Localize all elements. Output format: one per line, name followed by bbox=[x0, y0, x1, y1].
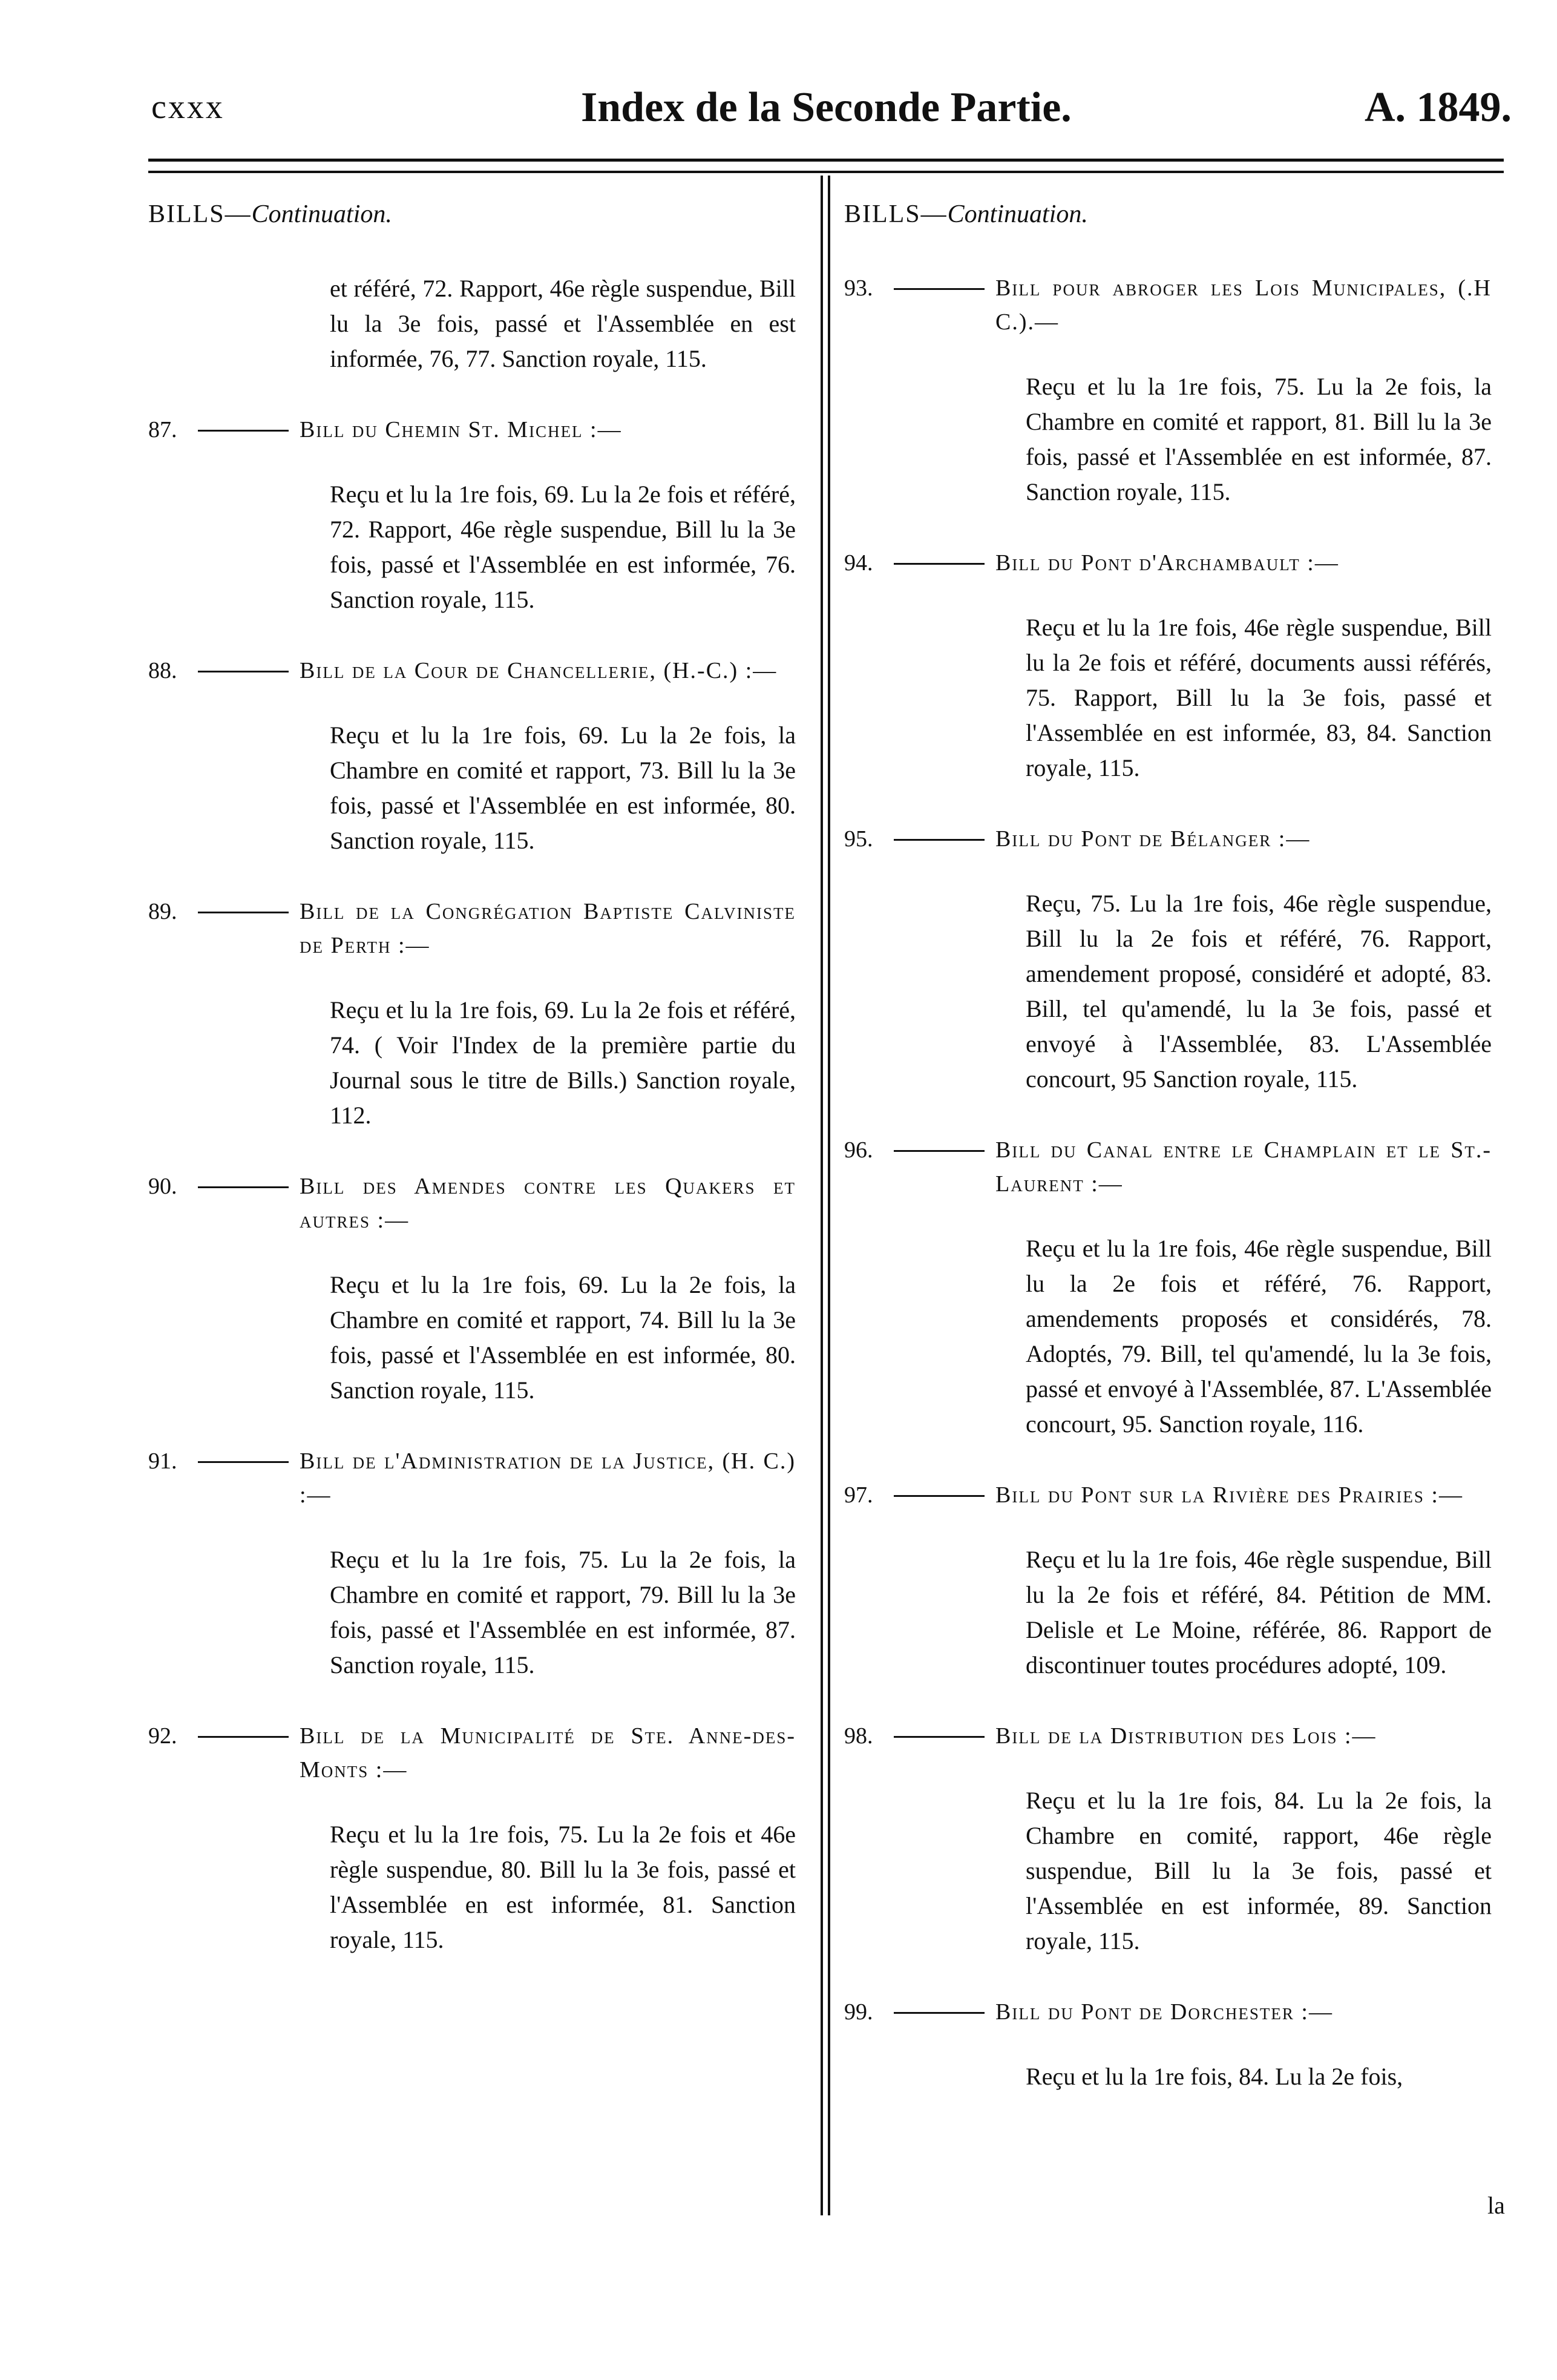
entry-body: Reçu et lu la 1re fois, 46e règle suspendue, Bill lu la 2e fois et référé, 84. Pétition de MM. Delisle et Le Moine, référée, 86. Rapport de discontinuer toutes procédures adopté, 109. bbox=[1026, 1546, 1492, 1678]
right-column bbox=[844, 200, 1498, 2131]
entry-body: Reçu et lu la 1re fois, 46e règle suspendue, Bill lu la 2e fois et référé, documents aussi référés, 75. Rapport, Bill lu la 3e fois, passé et l'Assemblée en est informée, 83, 84. Sanction royale, 115. bbox=[1026, 614, 1492, 781]
index-entry bbox=[844, 546, 1498, 786]
entry-number: 92. bbox=[148, 1723, 177, 1749]
entry-heading bbox=[148, 895, 802, 962]
entry-number: 98. bbox=[844, 1723, 873, 1749]
index-entry bbox=[844, 1133, 1498, 1442]
entry-heading bbox=[148, 413, 802, 447]
page-number: cxxx bbox=[151, 88, 225, 126]
entry-body: Reçu et lu la 1re fois, 46e règle suspendue, Bill lu la 2e fois et référé, 76. Rapport, amendements proposés et considérés, 78. Adoptés, 79. Bill, tel qu'amendé, lu la 3e fois, passé et envoyé à l'Assemblée, 87. L'Assemblée concourt, 95. Sanction royale, 116. bbox=[1026, 1235, 1492, 1438]
index-entry bbox=[844, 822, 1498, 1097]
continuation-italic: Continuation. bbox=[251, 200, 392, 228]
entry-title: Bill du Chemin St. Michel :— bbox=[300, 417, 622, 442]
entry-dash bbox=[894, 1495, 985, 1497]
header-rule bbox=[148, 171, 1504, 173]
entry-body: Reçu et lu la 1re fois, 69. Lu la 2e fois et référé, 74. ( Voir l'Index de la première partie du Journal sous le titre de Bills.) Sanction royale, 112. bbox=[330, 996, 796, 1129]
entry-dash bbox=[894, 1736, 985, 1738]
entry-dash bbox=[198, 1186, 289, 1188]
entry-heading bbox=[148, 1719, 802, 1787]
index-entry bbox=[148, 1444, 802, 1683]
entry-number: 88. bbox=[148, 658, 177, 683]
entry-dash bbox=[198, 671, 289, 672]
entry-number: 91. bbox=[148, 1448, 177, 1474]
entry-heading bbox=[844, 271, 1498, 339]
entry-heading bbox=[148, 1169, 802, 1237]
entry-number: 90. bbox=[148, 1174, 177, 1199]
entry-title: Bill de l'Administration de la Justice, (H. C.) :— bbox=[300, 1448, 796, 1508]
entry-title: Bill des Amendes contre les Quakers et autres :— bbox=[300, 1174, 796, 1233]
entry-heading bbox=[844, 1719, 1498, 1753]
catchword: la bbox=[1487, 2192, 1505, 2219]
entry-body: Reçu et lu la 1re fois, 69. Lu la 2e fois, la Chambre en comité et rapport, 73. Bill lu la 3e fois, passé et l'Assemblée en est informée, 80. Sanction royale, 115. bbox=[330, 722, 796, 854]
entry-heading bbox=[844, 546, 1498, 580]
entry-title: Bill du Pont sur la Rivière des Prairies :— bbox=[995, 1482, 1463, 1508]
entry-number: 94. bbox=[844, 550, 873, 576]
entry-dash bbox=[198, 912, 289, 913]
continuation-heading bbox=[844, 200, 1498, 229]
session-year: A. 1849. bbox=[1365, 84, 1512, 131]
index-entry bbox=[844, 1478, 1498, 1683]
continuation-heading bbox=[148, 200, 802, 229]
entry-body: Reçu et lu la 1re fois, 75. Lu la 2e fois, la Chambre en comité et rapport, 79. Bill lu la 3e fois, passé et l'Assemblée en est informée, 87. Sanction royale, 115. bbox=[330, 1546, 796, 1678]
index-entry bbox=[148, 654, 802, 858]
entry-title: Bill du Canal entre le Champlain et le St.-Laurent :— bbox=[995, 1137, 1492, 1197]
entry-title: Bill de la Distribution des Lois :— bbox=[995, 1723, 1377, 1749]
entry-body: Reçu et lu la 1re fois, 69. Lu la 2e fois et référé, 72. Rapport, 46e règle suspendue, Bill lu la 3e fois, passé et l'Assemblée en est informée, 76. Sanction royale, 115. bbox=[330, 481, 796, 613]
entry-heading bbox=[844, 1478, 1498, 1512]
entry-heading bbox=[148, 1444, 802, 1512]
entry-title: Bill pour abroger les Lois Municipales, (.H C.).— bbox=[995, 275, 1492, 335]
entry-dash bbox=[894, 1150, 985, 1152]
entry-number: 87. bbox=[148, 417, 177, 442]
entry-dash bbox=[894, 288, 985, 290]
entry-number: 89. bbox=[148, 899, 177, 924]
entry-dash bbox=[894, 563, 985, 565]
entry-number: 97. bbox=[844, 1482, 873, 1508]
entry-body: Reçu et lu la 1re fois, 75. Lu la 2e fois et 46e règle suspendue, 80. Bill lu la 3e fois, passé et l'Assemblée en est informée, 81. Sanction royale, 115. bbox=[330, 1821, 796, 1953]
index-entry bbox=[148, 1169, 802, 1408]
index-entry bbox=[148, 1719, 802, 1958]
entry-body: Reçu et lu la 1re fois, 84. Lu la 2e fois, la Chambre en comité, rapport, 46e règle suspendue, Bill lu la 3e fois, passé et l'Assemblée en est informée, 89. Sanction royale, 115. bbox=[1026, 1787, 1492, 1954]
index-entry bbox=[148, 413, 802, 617]
column-divider bbox=[821, 176, 823, 2215]
entry-heading bbox=[844, 822, 1498, 856]
entry-heading bbox=[844, 1995, 1498, 2029]
index-entry bbox=[844, 1719, 1498, 1959]
entry-title: Bill de la Congrégation Baptiste Calviniste de Perth :— bbox=[300, 899, 796, 958]
entry-body: Reçu et lu la 1re fois, 84. Lu la 2e fois, bbox=[1026, 2063, 1403, 2090]
header-rule bbox=[148, 159, 1504, 162]
entry-title: Bill de la Cour de Chancellerie, (H.-C.) :— bbox=[300, 658, 778, 683]
entry-title: Bill du Pont d'Archambault :— bbox=[995, 550, 1339, 576]
entry-number: 96. bbox=[844, 1137, 873, 1163]
entry-title: Bill du Pont de Dorchester :— bbox=[995, 1999, 1333, 2025]
entry-dash bbox=[894, 839, 985, 841]
index-entry bbox=[148, 895, 802, 1133]
continuation-label: BILLS— bbox=[148, 200, 252, 228]
entry-dash bbox=[894, 2012, 985, 2014]
entry-number: 99. bbox=[844, 1999, 873, 2025]
entry-number: 95. bbox=[844, 826, 873, 852]
entry-title: Bill du Pont de Bélanger :— bbox=[995, 826, 1311, 852]
entry-dash bbox=[198, 1736, 289, 1738]
entry-body: Reçu, 75. Lu la 1re fois, 46e règle suspendue, Bill lu la 2e fois et référé, 76. Rapport, amendement proposé, considéré et adopté, 83. Bill, tel qu'amendé, lu la 3e fois, passé et envoyé à l'Assemblée, 83. L'Assemblée concourt, 95 Sanction royale, 115. bbox=[1026, 890, 1492, 1093]
entry-number: 93. bbox=[844, 275, 873, 301]
entry-heading bbox=[148, 654, 802, 688]
continuation-label: BILLS— bbox=[844, 200, 948, 228]
entry-title: Bill de la Municipalité de Ste. Anne-des-Monts :— bbox=[300, 1723, 796, 1783]
column-divider bbox=[828, 176, 830, 2215]
left-column bbox=[148, 200, 802, 1994]
index-entry bbox=[844, 271, 1498, 510]
continuation-italic: Continuation. bbox=[947, 200, 1088, 228]
entry-heading bbox=[844, 1133, 1498, 1201]
entry-dash bbox=[198, 430, 289, 432]
running-title: Index de la Seconde Partie. bbox=[581, 84, 1072, 131]
entry-dash bbox=[198, 1461, 289, 1463]
lead-text: et référé, 72. Rapport, 46e règle suspendue, Bill lu la 3e fois, passé et l'Assemblée en est informée, 76, 77. Sanction royale, 115. bbox=[330, 275, 796, 372]
entry-body: Reçu et lu la 1re fois, 75. Lu la 2e fois, la Chambre en comité et rapport, 81. Bill lu la 3e fois, passé et l'Assemblée en est informée, 87. Sanction royale, 115. bbox=[1026, 373, 1492, 505]
entry-body: Reçu et lu la 1re fois, 69. Lu la 2e fois, la Chambre en comité et rapport, 74. Bill lu la 3e fois, passé et l'Assemblée en est informée, 80. Sanction royale, 115. bbox=[330, 1271, 796, 1404]
index-entry bbox=[844, 1995, 1498, 2094]
